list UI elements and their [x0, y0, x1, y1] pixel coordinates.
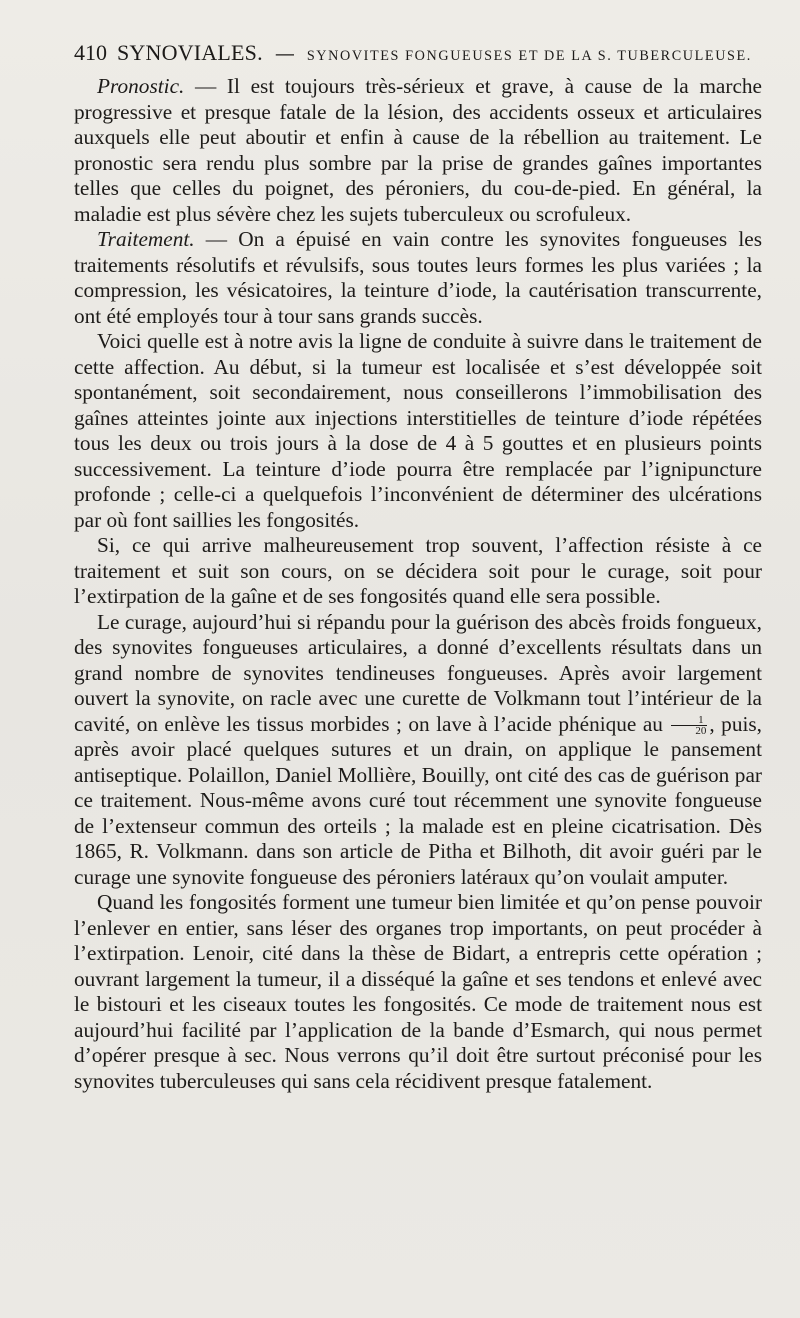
chapter-title: SYNOVIALES. [117, 40, 263, 65]
section-subtitle: SYNOVITES FONGUEUSES ET DE LA S. TUBERCULEUSE. [306, 48, 752, 64]
paragraph-traitement-text: — On a épuisé en vain contre les synovites fongueuses les traitements résolutifs et révulsifs, sous toutes leurs formes les plus variées ; la compression, les vésicatoires, la teinture d’iode, la cautérisation transcurrente, ont été employés tour à tour sans grands succès. [74, 227, 762, 328]
paragraph-curage-text-before: Le curage, aujourd’hui si répandu pour la guérison des abcès froids fongueux, des synovites fongueuses articulaires, a donné d’excellents résultats dans un grand nombre de synovites tendineuses fongueuses. Après avoir largement ouvert la synovite, on racle avec une curette de Volkmann tout l’intérieur de la cavité, on enlève les tissus morbides ; on lave à l’acide phénique au [74, 609, 762, 736]
page-number: 410 [74, 40, 107, 65]
paragraph-conduite: Voici quelle est à notre avis la ligne de conduite à suivre dans le traitement de cette affection. Au début, si la tumeur est localisée et s’est développée soit spontanément, soit secondairement, nous conseillerons l’immobilisation des gaînes atteintes jointe aux injections interstitielles de teinture d’iode répétées tous les deux ou trois jours à la dose de 4 à 5 gouttes et en plusieurs points successivement. La teinture d’iode pourra être remplacée par l’ignipuncture profonde ; celle-ci a quelquefois l’inconvénient de déterminer des ulcérations par où font saillies les fongosités. [74, 329, 762, 532]
paragraph-traitement [74, 227, 762, 329]
paragraph-curage [74, 610, 762, 891]
fraction-numerator: 1 [671, 715, 707, 726]
paragraph-curage-text-after: , puis, après avoir placé quelques sutures et un drain, on applique le pansement antiseptique. Polaillon, Daniel Mollière, Bouilly, ont cité des cas de guérison par ce traitement. Nous-même avons curé tout récemment une synovite fongueuse de l’extenseur commun des orteils ; la malade est en pleine cicatrisation. Dès 1865, R. Volkmann. dans son article de Pitha et Bilhoth, dit avoir guéri par le curage une synovite fongueuse des péroniers latéraux qu’on voulait amputer. [74, 711, 762, 889]
running-head [74, 40, 762, 74]
paragraph-extirpation: Quand les fongosités forment une tumeur bien limitée et qu’on pense pouvoir l’enlever en entier, sans léser des organes trop importants, on peut procéder à l’extirpation. Lenoir, cité dans la thèse de Bidart, a entrepris cette opération ; ouvrant largement la tumeur, il a disséqué la gaîne et ses tendons et enlevé avec le bistouri et les ciseaux toutes les fongosités. Ce mode de traitement nous est aujourd’hui facilité par l’application de la bande d’Esmarch, qui nous permet d’opérer presque à sec. Nous verrons qu’il doit être surtout préconisé pour les synovites tuberculeuses qui sans cela récidivent presque fatalement. [74, 890, 762, 1093]
lead-pronostic: Pronostic. [97, 74, 185, 98]
fraction-denominator: 20 [695, 725, 707, 738]
fraction-one-twentieth [671, 715, 707, 736]
body-text [74, 74, 762, 1094]
paragraph-pronostic [74, 74, 762, 227]
header-dash: — [274, 41, 295, 65]
lead-traitement: Traitement. [97, 227, 195, 251]
paragraph-pronostic-text: — Il est toujours très-sérieux et grave, à cause de la marche progressive et presque fatale de la lésion, des accidents osseux et articulaires auxquels elle peut aboutir et enfin à cause de la rébellion au traitement. Le pronostic sera rendu plus sombre par la prise de grandes gaînes importantes telles que celles du poignet, des péroniers, du cou-de-pied. En général, la maladie est plus sévère chez les sujets tuberculeux ou scrofuleux. [74, 74, 762, 226]
paragraph-resistance: Si, ce qui arrive malheureusement trop souvent, l’affection résiste à ce traitement et suit son cours, on se décidera soit pour le curage, soit pour l’extirpation de la gaîne et de ses fongosités quand elle sera possible. [74, 533, 762, 608]
